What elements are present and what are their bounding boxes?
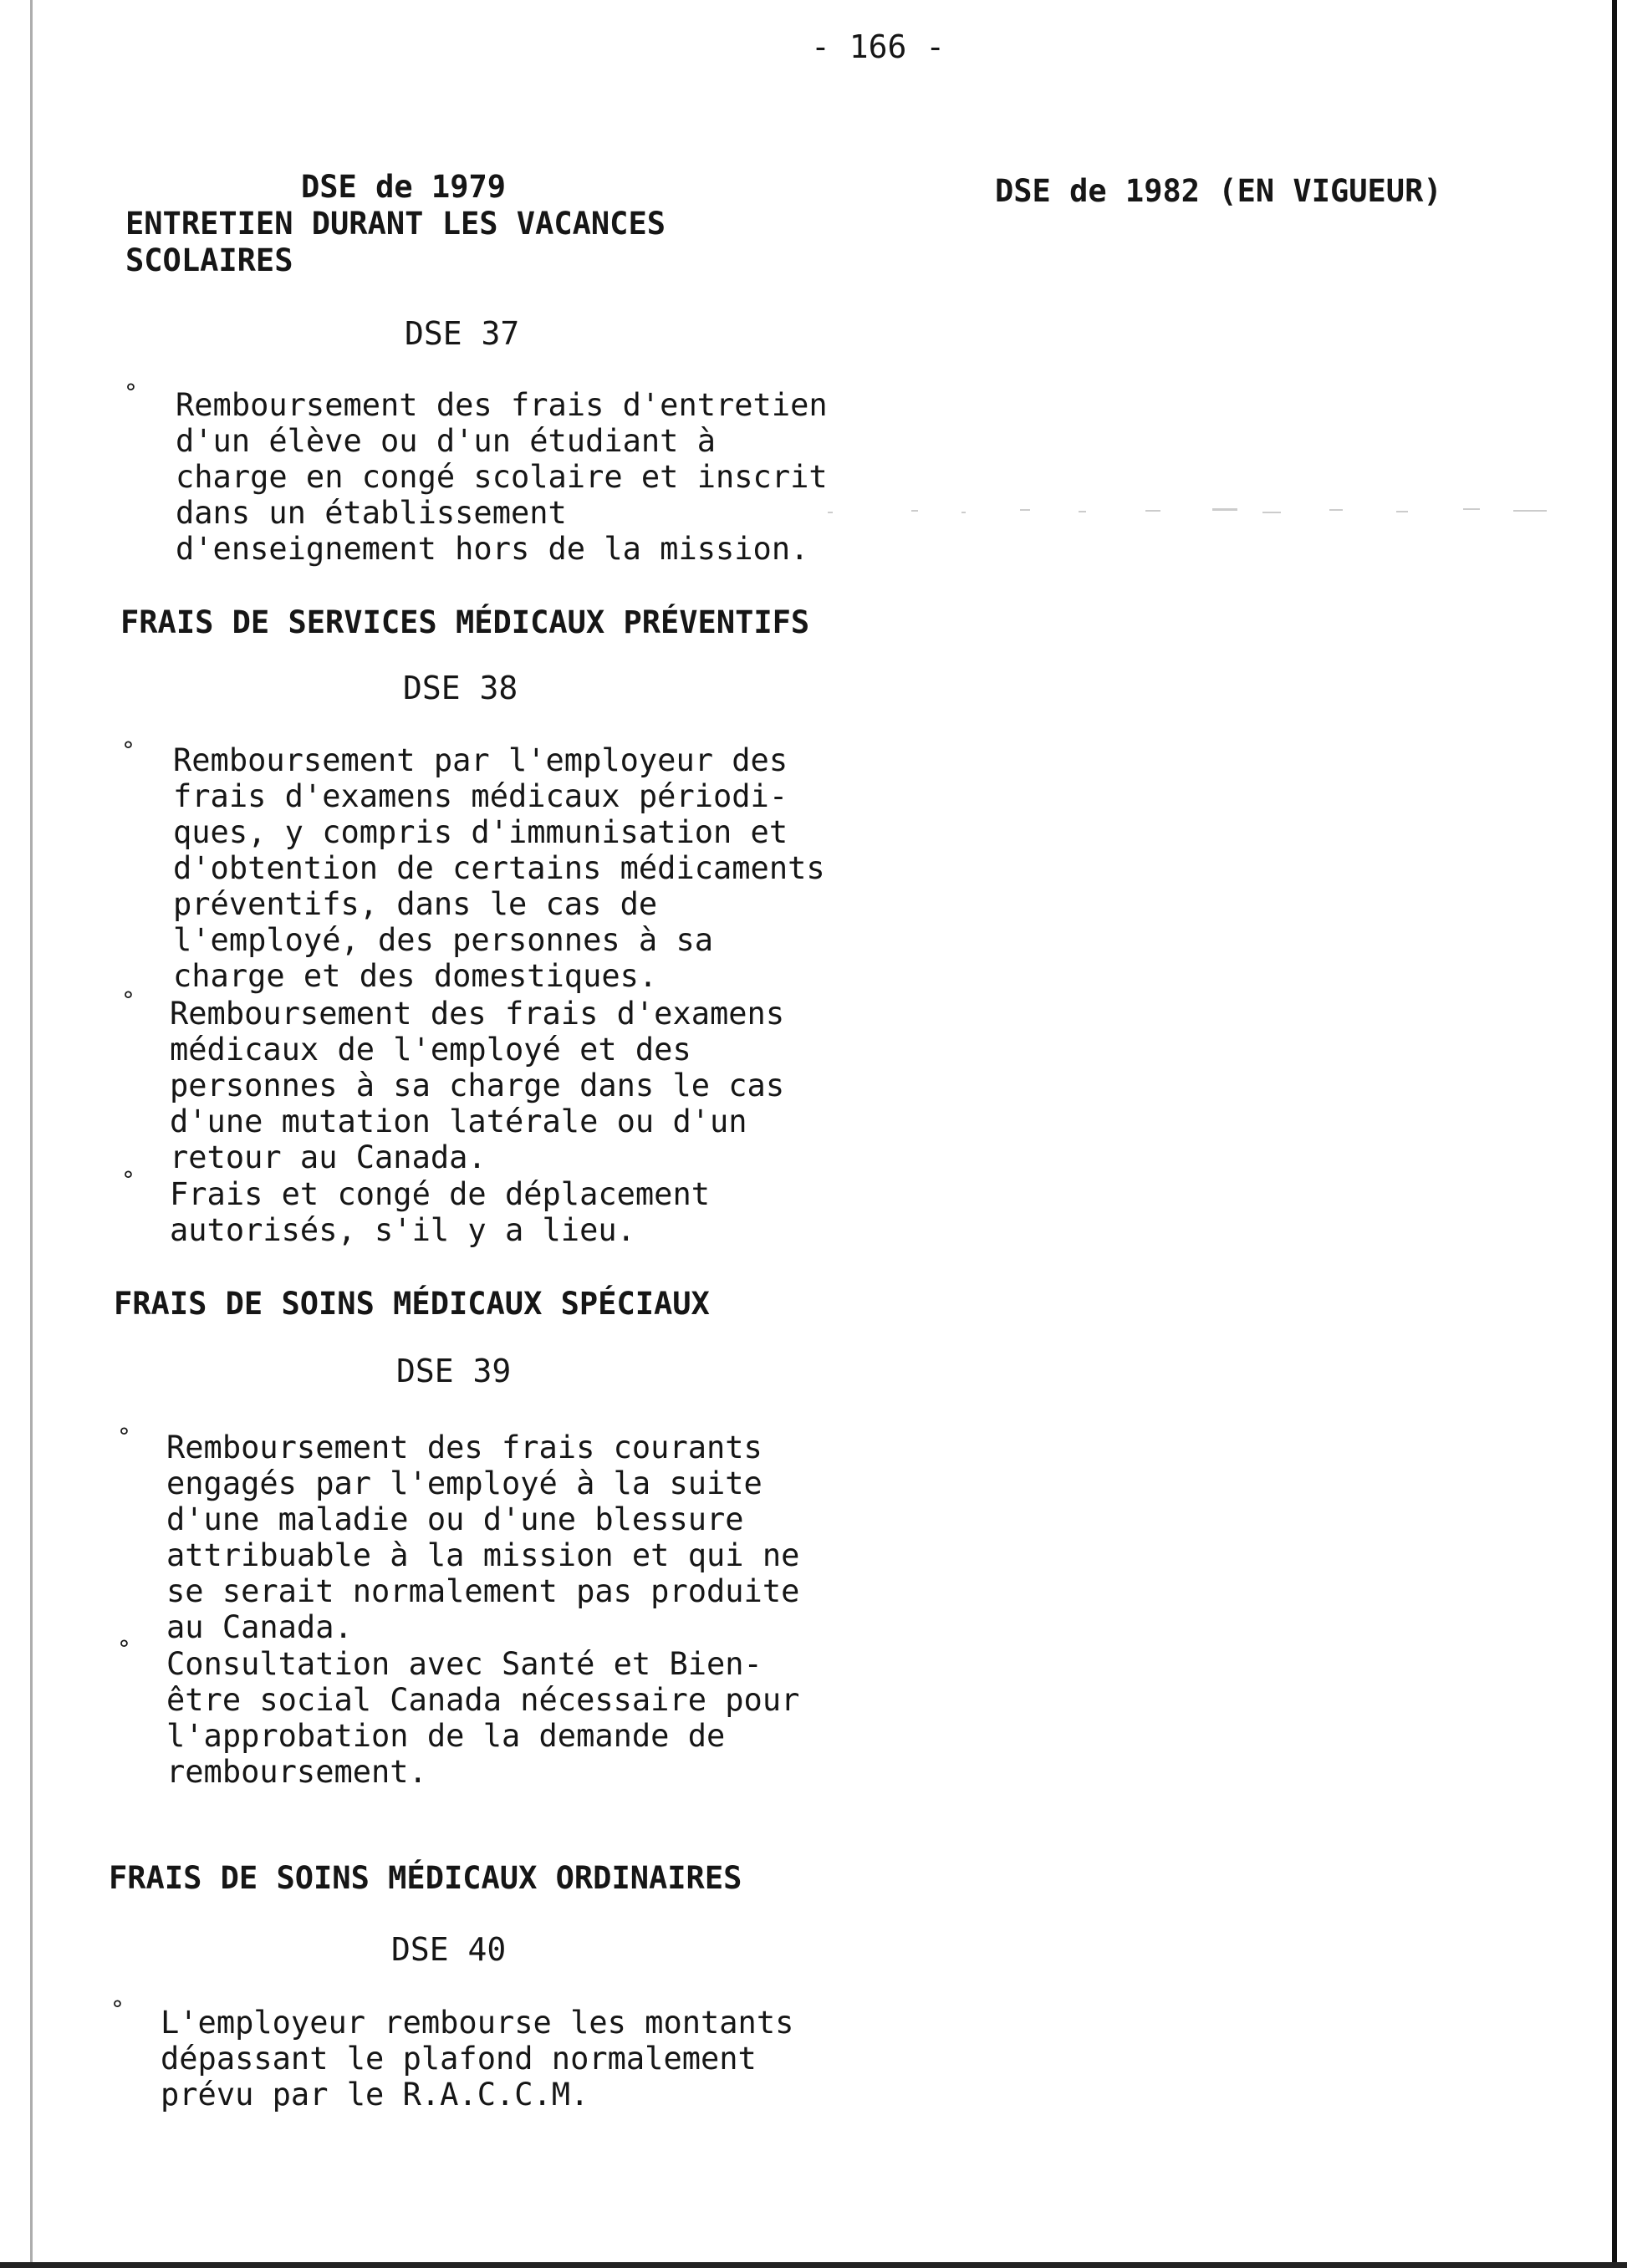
bullet-icon: ° <box>121 1166 135 1194</box>
bullet-icon: ° <box>117 1423 131 1450</box>
dse-38-item-1: Remboursement par l'employeur des frais d'examens médicaux périodi- ques, y compris d'immunisation et d'obtention de certains médicaments préventifs, dans le cas de l'employé, des personnes à sa charge et des domestiques. <box>173 742 825 994</box>
dse-40-item-1: L'employeur rembourse les montants dépassant le plafond normalement prévu par le R.A.C.C.M. <box>161 2005 794 2113</box>
dse-37-item-1: Remboursement des frais d'entretien d'un élève ou d'un étudiant à charge en congé scolaire et inscrit dans un établissement d'enseignement hors de la mission. <box>176 387 828 567</box>
scan-edge-bottom <box>0 2262 1627 2268</box>
bullet-icon: ° <box>110 1995 125 2023</box>
dse-39-code: DSE 39 <box>396 1353 512 1389</box>
dse-37-code: DSE 37 <box>405 315 520 352</box>
right-column-title: DSE de 1982 (EN VIGUEUR) <box>995 173 1442 209</box>
left-column-title: DSE de 1979 <box>301 169 507 205</box>
scan-edge-left <box>30 0 33 2268</box>
bullet-icon: ° <box>124 379 138 406</box>
intro-heading: ENTRETIEN DURANT LES VACANCES SCOLAIRES <box>125 206 666 278</box>
dse-40-code: DSE 40 <box>391 1931 507 1968</box>
dse-38-item-2: Remboursement des frais d'examens médicaux de l'employé et des personnes à sa charge dans le cas d'une mutation latérale ou d'un retour au Canada. <box>170 996 785 1175</box>
dse-38-item-3: Frais et congé de déplacement autorisés, s'il y a lieu. <box>170 1176 711 1248</box>
bullet-icon: ° <box>121 736 135 764</box>
dse-39-item-1: Remboursement des frais courants engagés par l'employé à la suite d'une maladie ou d'une blessure attribuable à la mission et qui ne se serait normalement pas produite au Canada. <box>166 1430 800 1645</box>
dse-39-item-2: Consultation avec Santé et Bien- être social Canada nécessaire pour l'approbation de la demande de remboursement. <box>166 1646 800 1790</box>
bullet-icon: ° <box>121 986 135 1014</box>
section-heading-special: FRAIS DE SOINS MÉDICAUX SPÉCIAUX <box>114 1286 710 1322</box>
section-heading-preventive: FRAIS DE SERVICES MÉDICAUX PRÉVENTIFS <box>120 604 810 640</box>
scan-artifact <box>828 500 1563 525</box>
dse-38-code: DSE 38 <box>403 670 518 706</box>
page-number: - 166 - <box>811 28 946 65</box>
scan-edge-right <box>1612 0 1617 2268</box>
section-heading-ordinary: FRAIS DE SOINS MÉDICAUX ORDINAIRES <box>109 1860 742 1896</box>
bullet-icon: ° <box>117 1635 131 1663</box>
